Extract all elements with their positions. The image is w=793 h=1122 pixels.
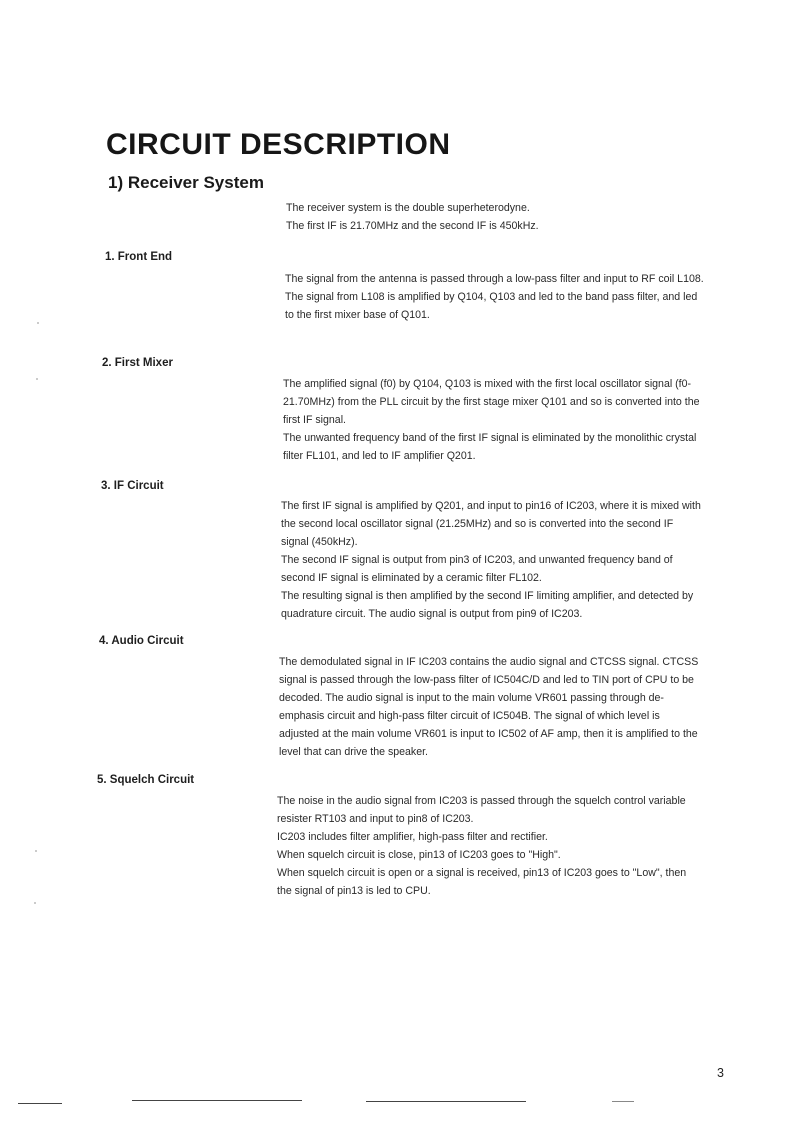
footer-rule bbox=[612, 1101, 634, 1102]
if-circuit-paragraph bbox=[281, 497, 701, 623]
scan-speck bbox=[35, 850, 37, 852]
section-subtitle: 1) Receiver System bbox=[108, 173, 264, 192]
squelch-circuit-line: When squelch circuit is open or a signal is received, pin13 of IC203 goes to "Low", then the signal of pin13 is led to CPU. bbox=[277, 867, 687, 897]
scan-speck bbox=[36, 378, 38, 380]
front-end-label: 1. Front End bbox=[105, 251, 173, 263]
intro-line: The receiver system is the double superheterodyne. bbox=[286, 202, 530, 214]
first-mixer-paragraph bbox=[283, 375, 703, 465]
intro-paragraph bbox=[286, 199, 706, 235]
if-circuit-line: The first IF signal is amplified by Q201, and input to pin16 of IC203, where it is mixed with the second local oscillator signal (21.25MHz) and so is converted into the second IF signal (450kHz). bbox=[281, 500, 701, 548]
scan-speck bbox=[37, 322, 39, 324]
squelch-circuit-paragraph bbox=[277, 792, 697, 900]
front-end-line: The signal from the antenna is passed through a low-pass filter and input to RF coil L108. bbox=[285, 273, 704, 285]
page-number: 3 bbox=[717, 1066, 724, 1080]
if-circuit-line: The second IF signal is output from pin3 of IC203, and unwanted frequency band of second IF signal is eliminated by a ceramic filter FL102. bbox=[281, 554, 673, 584]
squelch-circuit-line: IC203 includes filter amplifier, high-pass filter and rectifier. bbox=[277, 831, 548, 843]
front-end-paragraph bbox=[285, 270, 705, 324]
first-mixer-line: The amplified signal (f0) by Q104, Q103 is mixed with the first local oscillator signal (f0-21.70MHz) from the PLL circuit by the first stage mixer Q101 and so is converted into the first IF signal. bbox=[283, 378, 700, 426]
footer-rule bbox=[366, 1101, 526, 1102]
first-mixer-label: 2. First Mixer bbox=[102, 357, 173, 369]
footer-rule bbox=[18, 1103, 62, 1104]
footer-rule bbox=[132, 1100, 302, 1101]
squelch-circuit-line: The noise in the audio signal from IC203 is passed through the squelch control variable resister RT103 and input to pin8 of IC203. bbox=[277, 795, 686, 825]
intro-line: The first IF is 21.70MHz and the second IF is 450kHz. bbox=[286, 220, 539, 232]
front-end-line: The signal from L108 is amplified by Q104, Q103 and led to the band pass filter, and led to the first mixer base of Q101. bbox=[285, 291, 698, 321]
if-circuit-line: The resulting signal is then amplified by the second IF limiting amplifier, and detected by quadrature circuit. The audio signal is output from pin9 of IC203. bbox=[281, 590, 694, 620]
squelch-circuit-label: 5. Squelch Circuit bbox=[97, 774, 195, 786]
scan-speck bbox=[34, 902, 36, 904]
first-mixer-line: The unwanted frequency band of the first IF signal is eliminated by the monolithic crystal filter FL101, and led to IF amplifier Q201. bbox=[283, 432, 697, 462]
squelch-circuit-line: When squelch circuit is close, pin13 of IC203 goes to "High". bbox=[277, 849, 561, 861]
audio-circuit-paragraph bbox=[279, 653, 699, 761]
audio-circuit-line: The demodulated signal in IF IC203 contains the audio signal and CTCSS signal. CTCSS signal is passed through the low-pass filter of IC504C/D and led to TIN port of CPU to be decoded. The audio signal is input to the main volume VR601 passing through de-emphasis circuit and high-pass filter circuit of IC504B. The signal of which level is adjusted at the main volume VR601 is input to IC502 of AF amp, then it is amplified to the level that can drive the speaker. bbox=[279, 656, 699, 758]
audio-circuit-label: 4. Audio Circuit bbox=[99, 635, 184, 647]
if-circuit-label: 3. IF Circuit bbox=[101, 480, 164, 492]
page-title: CIRCUIT DESCRIPTION bbox=[106, 128, 451, 161]
